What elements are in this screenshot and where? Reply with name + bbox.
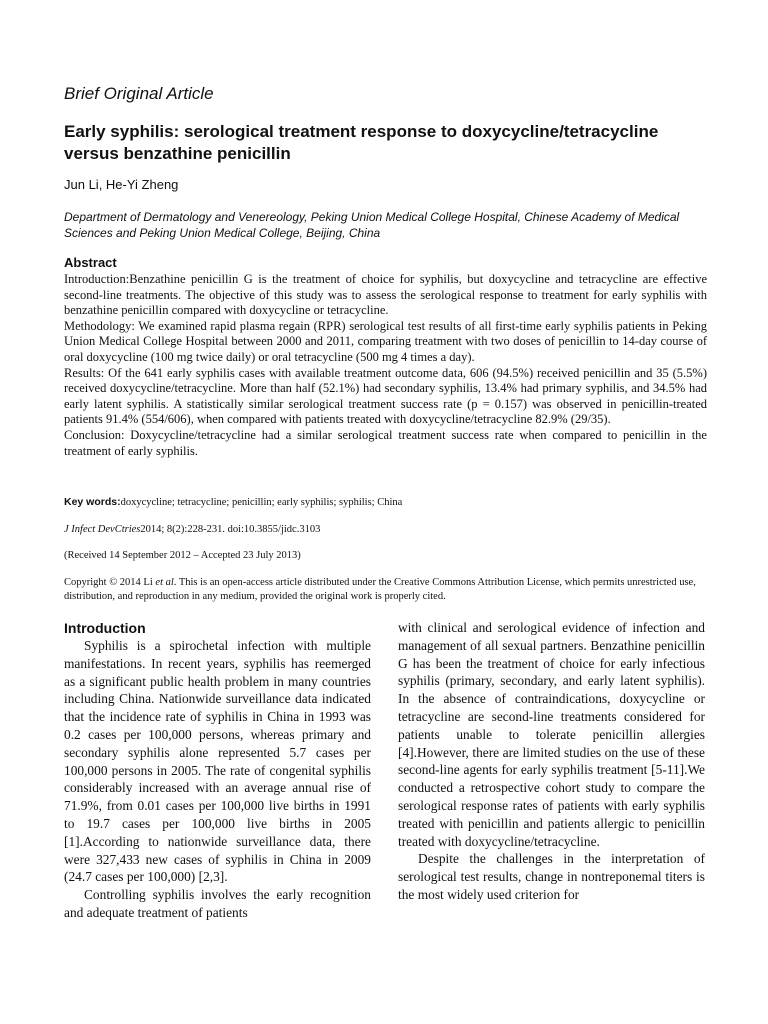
abstract-body	[64, 272, 707, 459]
body-column-right	[398, 619, 705, 904]
body-paragraph: Syphilis is a spirochetal infection with multiple manifestations. In recent years, syphilis has reemerged as a significant public health problem in many countries including China. Nationwide surveillance data indicated that the incidence rate of syphilis in China in 1993 was 0.2 cases per 100,000 persons, whereas primary and secondary syphilis alone represented 5.7 cases per 100,000 persons in 2005. The rate of congenital syphilis considerably increased with an average annual rise of 71.9%, from 0.01 cases per 100,000 live births in 1991 to 19.7 cases per 100,000 live births in 2005 [1].According to nationwide surveillance data, there were 327,433 new cases of syphilis in China in 2009 (24.7 cases per 100,000) [2,3].	[64, 638, 371, 885]
citation-details: 2014; 8(2):228-231. doi:10.3855/jidc.3103	[140, 524, 321, 535]
abstract-results: Results: Of the 641 early syphilis cases with available treatment outcome data, 606 (94.5%) received penicillin and 35 (5.5%) received doxycycline/tetracycline. More than half (52.1%) had secondary syphilis, 13.4% had primary syphilis, and 34.5% had early latent syphilis. A statistically similar serological treatment success rate (p = 0.157) was observed in penicillin-treated patients 91.4% (554/606), when compared with patients treated with doxycycline/tetracycline 82.9% (29/35).	[64, 365, 707, 427]
body-column-left	[64, 619, 371, 922]
abstract-conclusion: Conclusion: Doxycycline/tetracycline had a similar serological treatment success rate when compared to penicillin in the treatment of early syphilis.	[64, 427, 707, 458]
article-title-line-2: versus benzathine penicillin	[64, 144, 291, 163]
body-paragraph: Despite the challenges in the interpretation of serological test results, change in nontreponemal titers is the most widely used criterion for	[398, 851, 705, 902]
keywords-list: doxycycline; tetracycline; penicillin; early syphilis; syphilis; China	[120, 497, 403, 508]
introduction-heading: Introduction	[64, 620, 146, 636]
copyright-text: . This is an open-access article distributed under the Creative Commons Attribution License, which permits unrestricted use, distribution, and reproduction in any medium, provided the original work is properly cited.	[64, 577, 696, 602]
copyright-prefix: Copyright © 2014 Li	[64, 577, 156, 588]
article-type-label: Brief Original Article	[64, 84, 214, 103]
article-title-line-1: Early syphilis: serological treatment response to doxycycline/tetracycline	[64, 122, 659, 141]
keywords-line	[64, 496, 707, 508]
author-list: Jun Li, He-Yi Zheng	[64, 177, 179, 192]
received-accepted-dates: (Received 14 September 2012 – Accepted 23 July 2013)	[64, 550, 301, 561]
article-title	[64, 121, 724, 165]
abstract-introduction: Introduction:Benzathine penicillin G is the treatment of choice for syphilis, but doxycycline and tetracycline are effective second-line treatments. The objective of this study was to assess the serological response to treatment for early syphilis with benzathine penicillin compared with doxycycline or tetracycline.	[64, 272, 707, 318]
body-paragraph: with clinical and serological evidence of infection and management of all sexual partners. Benzathine penicillin G has been the treatment of choice for early infectious syphilis (primary, secondary, and early latent syphilis). In the absence of contraindications, doxycycline or tetracycline are second-line treatments considered for patients unable to tolerate penicillin allergies [4].However, there are limited studies on the use of these second-line agents for early syphilis treatment [5-11].We conducted a retrospective cohort study to compare the serological response rates of patients with early syphilis treated with penicillin and patients allergic to penicillin treated with doxycycline/tetracycline.	[398, 620, 705, 849]
copyright-etal: et al	[155, 577, 174, 588]
body-paragraph: Controlling syphilis involves the early recognition and adequate treatment of patients	[64, 887, 371, 920]
copyright-notice	[64, 576, 707, 604]
author-affiliation: Department of Dermatology and Venereology, Peking Union Medical College Hospital, Chinese Academy of Medical Sciences and Peking Union Medical College, Beijing, China	[64, 210, 680, 240]
journal-citation	[64, 524, 320, 535]
abstract-methodology: Methodology: We examined rapid plasma regain (RPR) serological test results of all first-time early syphilis patients in Peking Union Medical College Hospital between 2000 and 2011, comparing treatment with two doses of penicillin to 14-day course of oral doxycycline (100 mg twice daily) or oral tetracycline (500 mg 4 times a day).	[64, 318, 707, 364]
keywords-label: Key words:	[64, 496, 121, 508]
journal-name: J Infect DevCtries	[64, 524, 141, 535]
abstract-heading: Abstract	[64, 255, 117, 270]
